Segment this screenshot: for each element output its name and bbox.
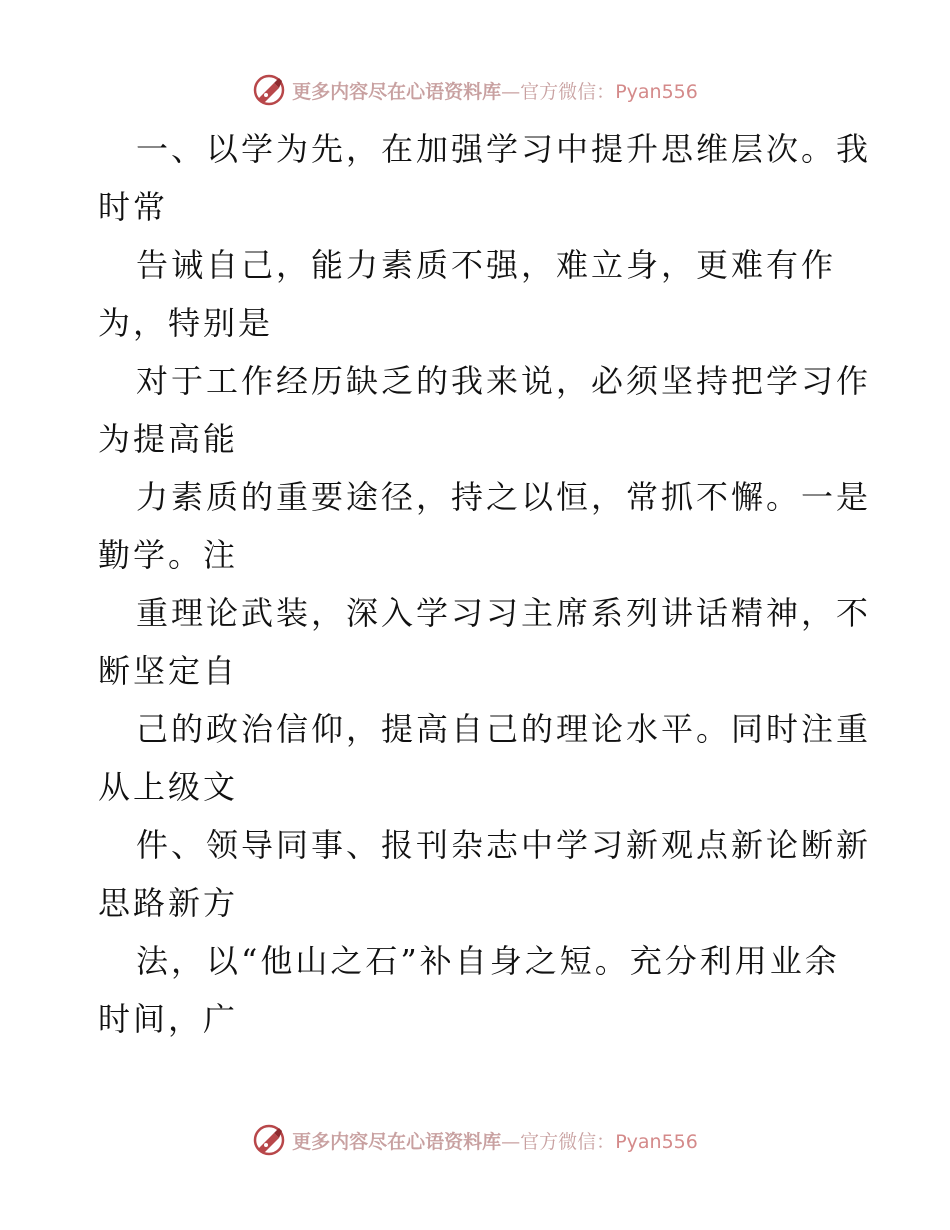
body-line: 告诫自己，能力素质不强，难立身，更难有作 (136, 246, 837, 284)
watermark-wechat-id: Pyan556 (615, 1130, 698, 1153)
body-line: 法，以“他山之石”补自身之短。充分利用业余 (136, 942, 840, 980)
watermark-text (292, 77, 698, 104)
header-watermark (0, 70, 950, 110)
body-line: 力素质的重要途径，持之以恒，常抓不懈。一是 (136, 478, 872, 516)
footer-watermark (0, 1120, 950, 1160)
body-line: 己的政治信仰，提高自己的理论水平。同时注重 (136, 710, 872, 748)
watermark-wechat-id: Pyan556 (615, 80, 698, 103)
document-body (98, 120, 872, 1048)
watermark-dash: — (501, 80, 521, 103)
body-line: 时间，广 (98, 1000, 239, 1038)
watermark-dash: — (501, 1130, 521, 1153)
body-line: 从上级文 (98, 768, 239, 806)
pen-nib-logo-icon (252, 73, 286, 107)
body-line: 对于工作经历缺乏的我来说，必须坚持把学习作 (136, 362, 872, 400)
body-line: 件、领导同事、报刊杂志中学习新观点新论断新 (136, 826, 872, 864)
watermark-wechat-label: 官方微信： (520, 80, 616, 103)
body-line: 一、以学为先，在加强学习中提升思维层次。我 (136, 130, 872, 168)
watermark-site: 更多内容尽在心语资料库 (292, 80, 502, 103)
body-line: 为，特别是 (98, 304, 274, 342)
watermark-wechat-label: 官方微信： (520, 1130, 616, 1153)
body-line: 勤学。注 (98, 536, 239, 574)
pen-nib-logo-icon (252, 1123, 286, 1157)
body-line: 时常 (98, 188, 169, 226)
body-line: 为提高能 (98, 420, 239, 458)
body-line: 断坚定自 (98, 652, 239, 690)
watermark-text (292, 1127, 698, 1154)
watermark-site: 更多内容尽在心语资料库 (292, 1130, 502, 1153)
body-line: 思路新方 (98, 884, 239, 922)
body-line: 重理论武装，深入学习习主席系列讲话精神，不 (136, 594, 872, 632)
